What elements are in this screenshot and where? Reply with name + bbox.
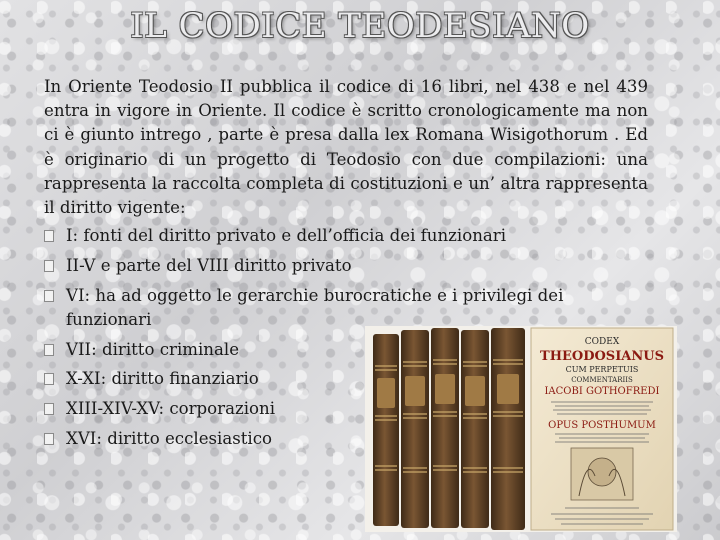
- bullet-icon: [44, 290, 54, 302]
- list-item-text: II-V e parte del VIII diritto privato: [66, 255, 352, 275]
- list-item-text: VI: ha ad oggetto le gerarchie burocratiche e i privilegi dei funzionari: [66, 285, 564, 329]
- codex-books-photo: [365, 326, 677, 532]
- title-page-line: OPUS POSTHUMUM: [548, 420, 656, 431]
- title-page: [531, 328, 673, 530]
- list-item: [44, 284, 648, 332]
- title-page-line: CODEX: [584, 337, 620, 347]
- bullet-icon: [44, 260, 54, 272]
- bullet-icon: [44, 433, 54, 445]
- printer-device-emblem: [571, 448, 633, 500]
- list-item-text: X-XI: diritto finanziario: [66, 369, 259, 389]
- list-item-text: XIII-XIV-XV: corporazioni: [66, 399, 276, 419]
- title-page-line: THEODOSIANUS: [540, 349, 664, 364]
- list-item: [44, 254, 648, 278]
- title-page-line: IACOBI GOTHOFREDI: [544, 386, 660, 397]
- list-item: [44, 224, 648, 248]
- bullet-icon: [44, 403, 54, 415]
- list-item-text: VII: diritto criminale: [66, 339, 240, 359]
- intro-paragraph: In Oriente Teodosio II pubblica il codice di 16 libri, nel 438 e nel 439 entra in vigore in Oriente. Il codice è scritto cronologicamente ma non ci è giunto intrego , parte è presa dalla lex Romana Wisigothorum . Ed è originario di un progetto di Teodosio con due compilazioni: una rappresenta la raccolta completa di costituzioni e un’ altra rappresenta il diritto vigente:: [44, 77, 648, 218]
- list-item-text: XVI: diritto ecclesiastico: [66, 428, 273, 448]
- list-item-text: I: fonti del diritto privato e dell’officia dei funzionari: [66, 226, 507, 245]
- bullet-icon: [44, 230, 54, 242]
- bullet-icon: [44, 373, 54, 385]
- slide-title: IL CODICE TEODESIANO: [130, 6, 590, 46]
- title-page-line: CUM PERPETUIS: [565, 365, 639, 374]
- book-spines: [373, 328, 525, 530]
- title-page-line: COMMENTARIIS: [571, 376, 633, 384]
- bullet-icon: [44, 344, 54, 356]
